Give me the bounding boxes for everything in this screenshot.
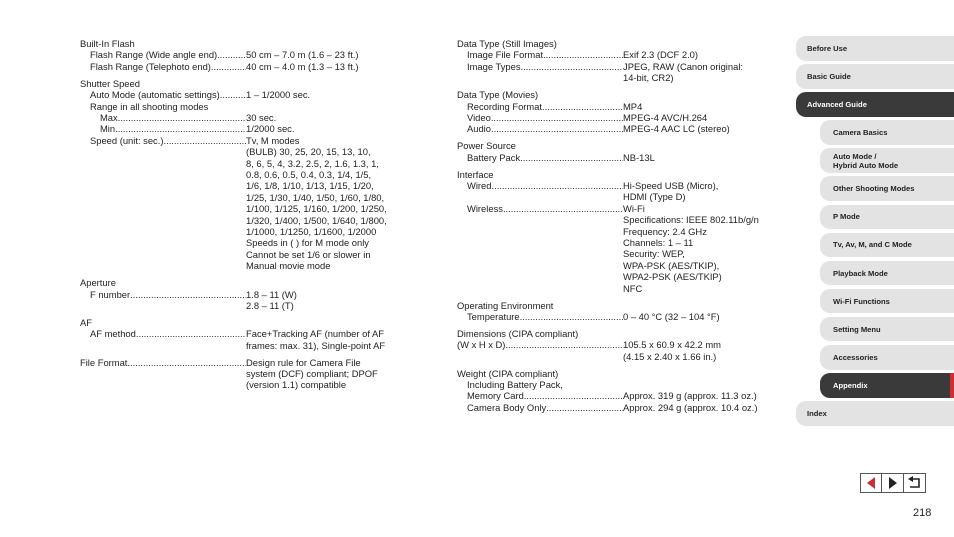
spec-row [457, 49, 777, 60]
spec-value-line: HDMI (Type D) [623, 191, 686, 203]
spec-section-heading: Data Type (Movies) [457, 89, 539, 101]
spec-row [80, 357, 410, 391]
dot-leader [542, 101, 623, 112]
sidebar-tab-before-use[interactable] [796, 36, 954, 61]
spec-row [457, 123, 777, 134]
page-number: 218 [913, 507, 932, 519]
previous-page-icon [864, 476, 878, 490]
spec-value [623, 152, 777, 163]
spec-value-line: 14-bit, CR2) [623, 72, 674, 84]
dot-leader [505, 339, 623, 362]
spec-label: Flash Range (Telephoto end) [90, 60, 211, 72]
sidebar-tab-wi-fi-functions[interactable] [820, 289, 954, 314]
spec-value-line: (BULB) 30, 25, 20, 15, 13, 10, [246, 146, 371, 158]
spec-value-line: 50 cm – 7.0 m (1.6 – 23 ft.) [246, 49, 359, 61]
sidebar-tab-label: Advanced Guide [807, 99, 867, 109]
spec-value-line: 30 sec. [246, 111, 277, 123]
spec-value [246, 357, 410, 391]
sidebar-tab-setting-menu[interactable] [820, 317, 954, 342]
spec-value-line: 0 – 40 °C (32 – 104 °F) [623, 310, 720, 322]
spec-value [246, 135, 410, 272]
spec-value-line: 105.5 x 60.9 x 42.2 mm [623, 339, 721, 351]
spec-value-line: JPEG, RAW (Canon original: [623, 60, 744, 72]
spec-section-heading: Built-In Flash [80, 38, 135, 49]
dot-leader [130, 289, 246, 312]
spec-row [80, 101, 410, 112]
spec-row [457, 61, 777, 84]
spec-value [246, 89, 410, 100]
spec-section [80, 357, 410, 391]
spec-section-heading: Aperture [80, 277, 116, 289]
spec-section-heading: Weight (CIPA compliant) [457, 367, 559, 379]
sidebar-tab-tv-av-m-and-c-mode[interactable] [820, 233, 954, 258]
spec-row [457, 180, 777, 203]
spec-row [80, 49, 410, 60]
spec-value-line: 1/320, 1/400, 1/500, 1/640, 1/800, [246, 214, 387, 226]
sidebar-tab-camera-basics[interactable] [820, 120, 954, 145]
spec-row [457, 101, 777, 112]
spec-value-line: NFC [623, 282, 643, 294]
sidebar-tab-label: Basic Guide [807, 71, 851, 81]
dot-leader [491, 112, 623, 123]
dot-leader [217, 49, 246, 60]
spec-label: Image Types [467, 60, 521, 72]
spec-value [623, 311, 777, 322]
sidebar-tab-basic-guide[interactable] [796, 64, 954, 89]
sidebar-tab-label: Playback Mode [833, 268, 888, 278]
spec-label-cell [80, 112, 246, 123]
spec-label-cell [80, 328, 246, 351]
spec-value-line: Frequency: 2.4 GHz [623, 225, 707, 237]
spec-label-cell [80, 135, 246, 272]
spec-value [246, 61, 410, 72]
spec-value-line: 1/2000 sec. [246, 123, 295, 135]
spec-section-heading: Interface [457, 168, 494, 180]
spec-value-line: 1/1000, 1/1250, 1/1600, 1/2000 [246, 226, 377, 237]
spec-value-line: Manual movie mode [246, 260, 331, 272]
spec-value-line: Hi-Speed USB (Micro), [623, 179, 719, 191]
sidebar-tab-index[interactable] [796, 401, 954, 426]
spec-label: Image File Format [467, 49, 544, 61]
spec-section [80, 317, 410, 351]
spec-section-heading: AF [80, 316, 92, 328]
spec-value [623, 101, 777, 112]
spec-value [623, 123, 777, 134]
next-page-button[interactable] [882, 473, 904, 493]
spec-value-line: MPEG-4 AAC LC (stereo) [623, 123, 730, 135]
dot-leader [163, 135, 246, 272]
dot-leader [118, 123, 246, 134]
spec-row [457, 379, 777, 390]
spec-label-cell [80, 61, 246, 72]
spec-row [80, 135, 410, 272]
spec-label: Wired [467, 179, 492, 191]
spec-value [246, 328, 410, 351]
spec-label: Camera Body Only [467, 401, 547, 413]
spec-section [80, 277, 410, 311]
spec-value-line: 2.8 – 11 (T) [246, 299, 294, 311]
page-navigation [860, 473, 926, 493]
spec-row [457, 311, 777, 322]
spec-label: Battery Pack [467, 151, 521, 163]
spec-value-line: MPEG-4 AVC/H.264 [623, 111, 708, 123]
spec-value [623, 402, 777, 413]
spec-value-line: Exif 2.3 (DCF 2.0) [623, 49, 699, 61]
spec-value-line: MP4 [623, 100, 643, 112]
spec-section-heading: Data Type (Still Images) [457, 38, 557, 49]
spec-value [246, 112, 410, 123]
sidebar-tab-label: Before Use [807, 43, 848, 53]
next-page-icon [886, 476, 900, 490]
spec-section [457, 38, 777, 84]
spec-label-cell [457, 311, 623, 322]
sidebar-tab-label: Auto Mode / Hybrid Auto Mode [833, 151, 899, 170]
spec-value-line: Cannot be set 1/6 or slower in [246, 248, 371, 260]
spec-row [457, 112, 777, 123]
sidebar-tab-label: Setting Menu [833, 324, 881, 334]
spec-value-line: Wi-Fi [623, 202, 645, 214]
spec-row [80, 328, 410, 351]
spec-value [623, 180, 777, 203]
spec-section-heading: Shutter Speed [80, 77, 140, 89]
spec-value-line: 0.8, 0.6, 0.5, 0.4, 0.3, 1/4, 1/5, [246, 168, 372, 180]
spec-label: Including Battery Pack, [467, 378, 563, 390]
spec-section [457, 300, 777, 323]
spec-label-cell [457, 339, 623, 362]
spec-row [457, 152, 777, 163]
sidebar-tab-label: Other Shooting Modes [833, 184, 915, 194]
spec-label: Audio [467, 123, 491, 135]
sidebar-tab-label: Tv, Av, M, and C Mode [833, 240, 912, 250]
spec-label-cell [80, 123, 246, 134]
dot-leader [543, 49, 623, 60]
dot-leader [491, 123, 623, 134]
dot-leader [220, 89, 246, 100]
dot-leader [136, 328, 246, 351]
spec-value [246, 289, 410, 312]
spec-value [246, 123, 410, 134]
dot-leader [211, 61, 246, 72]
spec-value-line: Approx. 294 g (approx. 10.4 oz.) [623, 401, 758, 413]
spec-label-cell [80, 49, 246, 60]
spec-row [457, 339, 777, 362]
spec-row [80, 123, 410, 134]
spec-value-line: (version 1.1) compatible [246, 379, 347, 391]
sidebar-tab-label: Index [807, 408, 827, 418]
spec-section [457, 169, 777, 294]
spec-value-line: 1 – 1/2000 sec. [246, 89, 311, 101]
spec-label-cell [457, 390, 623, 401]
spec-value [623, 339, 777, 362]
spec-label: File Format [80, 356, 128, 368]
spec-row [80, 89, 410, 100]
dot-leader [520, 311, 623, 322]
spec-value-line: Design rule for Camera File [246, 356, 361, 368]
chapter-sidebar [796, 36, 954, 429]
dot-leader [503, 203, 623, 294]
spec-label-cell [457, 123, 623, 134]
spec-value-line: 1.8 – 11 (W) [246, 288, 297, 300]
sidebar-tab-accessories[interactable] [820, 345, 954, 370]
dot-leader [120, 112, 246, 123]
spec-label: (W x H x D) [457, 339, 506, 351]
spec-section [457, 89, 777, 135]
spec-section-heading: Power Source [457, 140, 516, 152]
spec-label-cell [457, 203, 623, 294]
spec-value [623, 203, 777, 294]
spec-value-line: 40 cm – 4.0 m (1.3 – 13 ft.) [246, 60, 359, 72]
spec-value-line: system (DCF) compliant; DPOF [246, 367, 378, 379]
sidebar-tab-auto-mode-hybrid-auto-mode[interactable] [820, 148, 954, 173]
previous-page-button[interactable] [860, 473, 882, 493]
sidebar-tab-other-shooting-modes[interactable] [820, 176, 954, 201]
sidebar-tab-p-mode[interactable] [820, 205, 954, 230]
dot-leader [491, 180, 623, 203]
spec-label: F number [90, 288, 131, 300]
spec-label: Recording Format [467, 100, 543, 112]
spec-label: Auto Mode (automatic settings) [90, 89, 220, 101]
spec-value-line: Specifications: IEEE 802.11b/g/n [623, 214, 759, 226]
spec-section-heading: Dimensions (CIPA compliant) [457, 327, 579, 339]
spec-label: Range in all shooting modes [90, 100, 209, 112]
spec-label: Temperature [467, 310, 520, 322]
spec-label: Max. [100, 111, 121, 123]
spec-row [457, 390, 777, 401]
return-button[interactable] [904, 473, 926, 493]
spec-value [623, 112, 777, 123]
sidebar-tab-label: Camera Basics [833, 128, 888, 138]
spec-section [80, 78, 410, 272]
dot-leader [546, 402, 623, 413]
spec-value-line: 1/6, 1/8, 1/10, 1/13, 1/15, 1/20, [246, 180, 374, 192]
spec-section [80, 38, 410, 72]
spec-value-line: 1/100, 1/125, 1/160, 1/200, 1/250, [246, 203, 387, 215]
sidebar-tab-appendix[interactable] [820, 373, 954, 398]
spec-label: Memory Card [467, 390, 524, 402]
spec-value-line: Approx. 319 g (approx. 11.3 oz.) [623, 390, 757, 402]
spec-label-cell [457, 180, 623, 203]
sidebar-tab-label: Appendix [833, 380, 868, 390]
spec-value-line: Face+Tracking AF (number of AF [246, 328, 384, 340]
spec-label: AF method [90, 328, 136, 340]
spec-section [457, 368, 777, 414]
sidebar-tab-advanced-guide[interactable] [796, 92, 954, 117]
spec-label: Flash Range (Wide angle end) [90, 49, 218, 61]
spec-label-cell [457, 112, 623, 123]
spec-row [457, 203, 777, 294]
spec-label-cell [80, 289, 246, 312]
dot-leader [520, 152, 623, 163]
spec-label: Wireless [467, 202, 503, 214]
spec-row [80, 61, 410, 72]
spec-value-line: 8, 6, 5, 4, 3.2, 2.5, 2, 1.6, 1.3, 1, [246, 157, 379, 169]
sidebar-tab-label: P Mode [833, 212, 860, 222]
spec-section-heading: Operating Environment [457, 299, 554, 311]
spec-value [623, 61, 777, 84]
specs-right-column [457, 38, 777, 413]
spec-label-cell [80, 89, 246, 100]
spec-value-line: WPA2-PSK (AES/TKIP) [623, 271, 722, 283]
spec-value [623, 390, 777, 401]
sidebar-tab-label: Accessories [833, 352, 878, 362]
spec-value-line: WPA-PSK (AES/TKIP), [623, 259, 720, 271]
spec-label-cell [80, 357, 246, 391]
spec-row [457, 402, 777, 413]
sidebar-tab-playback-mode[interactable] [820, 261, 954, 286]
sidebar-tab-label: Wi-Fi Functions [833, 296, 890, 306]
dot-leader [127, 357, 246, 391]
spec-value-line: Channels: 1 – 11 [623, 237, 694, 248]
return-icon [907, 476, 923, 490]
spec-label: Speed (unit: sec.) [90, 134, 164, 146]
spec-label-cell [457, 49, 623, 60]
spec-value [623, 49, 777, 60]
spec-value-line: Security: WEP, [623, 248, 685, 260]
spec-value-line: (4.15 x 2.40 x 1.66 in.) [623, 350, 717, 362]
spec-label: Video [467, 111, 491, 123]
spec-label-cell [457, 402, 623, 413]
spec-value-line: Speeds in ( ) for M mode only [246, 237, 369, 249]
spec-value [246, 49, 410, 60]
spec-section [457, 140, 777, 163]
dot-leader [521, 61, 623, 84]
spec-section [457, 328, 777, 362]
spec-row [80, 112, 410, 123]
specs-left-column [80, 38, 410, 391]
spec-value-line: 1/25, 1/30, 1/40, 1/50, 1/60, 1/80, [246, 191, 385, 203]
spec-label-cell [457, 61, 623, 84]
spec-value-line: Tv, M modes [246, 134, 300, 146]
spec-row [80, 289, 410, 312]
spec-label-cell [457, 101, 623, 112]
dot-leader [524, 390, 623, 401]
spec-label: Min. [100, 123, 118, 135]
spec-label-cell [457, 152, 623, 163]
spec-value-line: frames: max. 31), Single-point AF [246, 339, 386, 351]
spec-value-line: NB-13L [623, 151, 655, 163]
